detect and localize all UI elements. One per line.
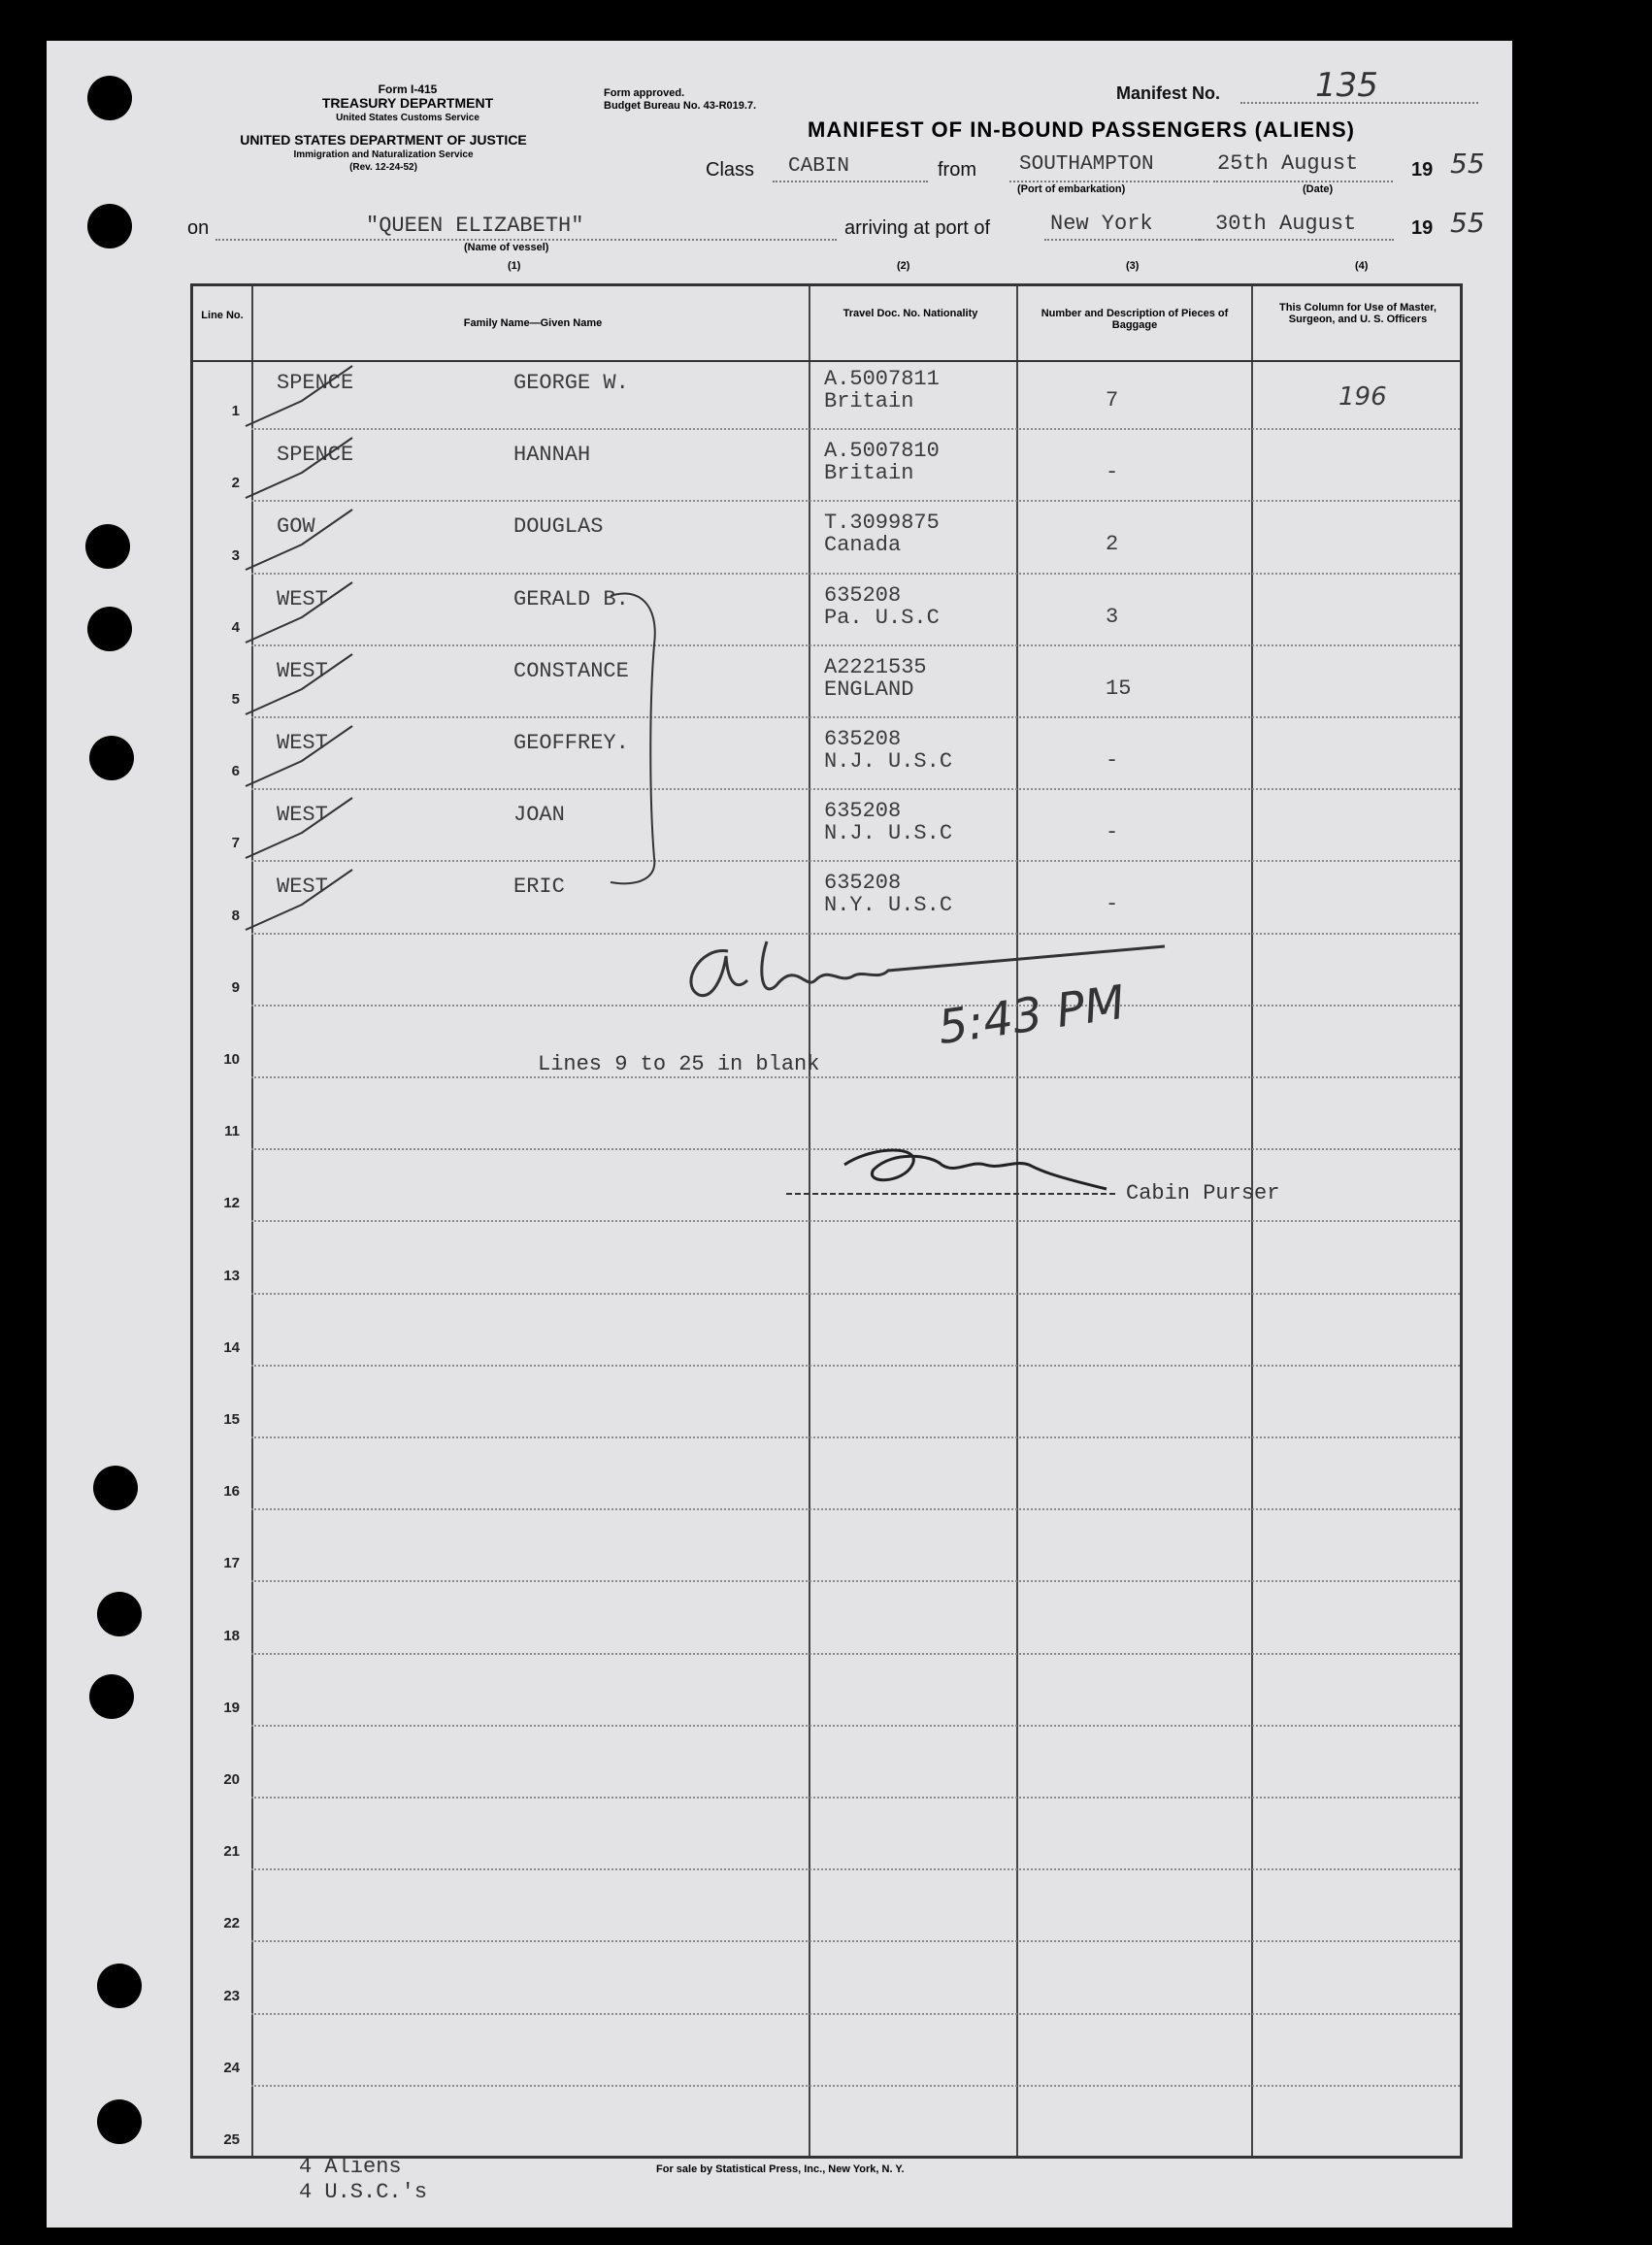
time-note: 5:43 PM [935,974,1129,1056]
row-divider [251,500,1460,502]
row-divider [251,1293,1460,1295]
count-usc: 4 U.S.C.'s [299,2180,428,2204]
ins-service: Immigration and Naturalization Service [293,149,474,160]
punch-hole [97,2099,142,2144]
line-number: 14 [223,1338,240,1356]
family-name: WEST [277,875,328,900]
date-caption: (Date) [1303,183,1334,195]
family-name: WEST [277,586,328,611]
row-divider [251,788,1460,790]
arrival-date: 30th August [1215,212,1357,236]
family-name: SPENCE [277,371,354,395]
line-number: 15 [223,1411,240,1428]
line-number: 23 [223,1987,240,2004]
header-line-no: Line No. [201,310,244,321]
row-divider [251,2085,1460,2087]
form-approved: Form approved. [604,87,685,99]
year-value: 55 [1450,148,1485,180]
line-number: 3 [231,546,240,564]
arrival-year: 55 [1450,207,1485,239]
baggage-count: 15 [1106,676,1132,701]
nationality: N.J. U.S.C [824,821,953,846]
line-number: 18 [223,1627,240,1644]
class-label: Class [706,159,755,181]
customs-service: United States Customs Service [336,113,479,123]
port-value: SOUTHAMPTON [1019,153,1154,176]
line-number: 9 [231,978,240,996]
count-aliens: 4 Aliens [299,2155,402,2179]
punch-hole [89,1674,134,1719]
punch-hole [93,1466,138,1510]
arrival-port-line [1044,239,1200,241]
officer-note: 196 [1338,382,1387,412]
row-divider [251,860,1460,862]
given-name: ERIC [513,875,565,900]
travel-doc-no: 635208 [824,799,902,824]
nationality: Canada [824,533,902,558]
punch-hole [97,1964,142,2008]
arrival-date-line [1200,239,1394,241]
justice-dept: UNITED STATES DEPARTMENT OF JUSTICE [240,132,527,148]
line-number: 20 [223,1771,240,1788]
revision: (Rev. 12-24-52) [349,162,417,173]
blank-note: Lines 9 to 25 in blank [538,1052,820,1076]
line-number: 2 [231,475,240,492]
given-name: JOAN [513,803,565,828]
check-mark [244,794,360,862]
row-divider [251,1797,1460,1799]
row-divider [251,1653,1460,1655]
row-divider [251,1940,1460,1942]
given-name: GERALD B. [513,586,629,611]
baggage-count: - [1106,460,1119,485]
travel-doc-no: A2221535 [824,654,927,679]
nationality: N.Y. U.S.C [824,893,953,918]
date-value: 25th August [1217,151,1359,176]
nationality: Britain [824,389,914,413]
on-label: on [187,217,210,239]
row-divider [251,1220,1460,1222]
port-line [1009,181,1209,182]
row-divider [251,1436,1460,1438]
nationality: Britain [824,461,914,486]
date-line [1213,181,1393,182]
class-line [773,181,928,182]
nationality: ENGLAND [824,677,914,702]
check-mark [244,578,360,646]
line-number: 25 [223,2131,240,2148]
travel-doc-no: 635208 [824,871,902,896]
check-mark [244,362,360,430]
manifest-no-value: 135 [1315,66,1378,105]
family-name: GOW [277,514,315,540]
row-divider [251,573,1460,575]
given-name: HANNAH [513,443,591,468]
check-mark [244,866,360,934]
header-name: Family Name—Given Name [463,317,603,329]
year-prefix: 19 [1411,159,1434,181]
line-number: 8 [231,907,240,924]
check-mark [244,506,360,574]
manifest-title: MANIFEST OF IN-BOUND PASSENGERS (ALIENS) [808,117,1355,142]
row-divider [251,1076,1460,1078]
family-name: WEST [277,731,328,755]
nationality: Pa. U.S.C [824,605,940,630]
vessel-line [215,239,837,241]
row-divider [251,2013,1460,2015]
line-number: 12 [223,1195,240,1212]
punch-hole [97,1592,142,1636]
vessel-caption: (Name of vessel) [464,242,549,253]
row-divider [251,1580,1460,1582]
baggage-count: - [1106,892,1119,917]
line-number: 5 [231,691,240,708]
row-divider [251,644,1460,646]
row-divider [251,716,1460,718]
line-number: 17 [223,1555,240,1572]
passenger-table [190,283,1463,2159]
punch-hole [89,736,134,780]
punch-hole [87,204,132,248]
header-doc: Travel Doc. No. Nationality [843,308,978,319]
baggage-count: - [1106,820,1119,845]
travel-doc-no: 635208 [824,727,902,751]
family-name: WEST [277,803,328,828]
family-name: SPENCE [277,443,354,468]
header-officers: This Column for Use of Master, Surgeon, and U. S. Officers [1279,302,1437,325]
port-caption: (Port of embarkation) [1017,183,1126,195]
baggage-count: 2 [1106,532,1119,557]
line-number: 10 [223,1051,240,1068]
travel-doc-no: A.5007811 [824,367,940,391]
col-num-1: (1) [508,260,521,272]
family-name: WEST [277,658,328,683]
given-name: GEORGE W. [513,371,629,395]
line-number: 7 [231,835,240,852]
punch-hole [85,524,130,569]
col-num-4: (4) [1355,260,1369,272]
row-divider [251,428,1460,430]
budget-bureau: Budget Bureau No. 43-R019.7. [604,100,757,112]
form-number: Form I-415 [378,83,438,96]
travel-doc-no: 635208 [824,582,902,608]
travel-doc-no: T.3099875 [824,511,940,536]
line-number: 21 [223,1843,240,1861]
travel-doc-no: A.5007810 [824,439,940,464]
check-mark [244,722,360,790]
line-number: 22 [223,1915,240,1932]
arriving-label: arriving at port of [844,217,991,239]
line-number: 1 [231,403,240,420]
col-num-2: (2) [897,260,910,272]
family-bracket [601,586,678,907]
line-number: 13 [223,1267,240,1284]
row-divider [251,1868,1460,1870]
line-number: 19 [223,1699,240,1716]
treasury-dept: TREASURY DEPARTMENT [321,95,494,111]
punch-hole [87,76,132,120]
header-baggage: Number and Description of Pieces of Baggage [1041,308,1229,331]
given-name: GEOFFREY. [513,731,629,755]
check-mark [244,650,360,718]
given-name: DOUGLAS [513,514,604,540]
purser-signature [786,1136,1116,1213]
baggage-count: 7 [1106,388,1119,413]
arrival-year-prefix: 19 [1411,217,1434,239]
line-number: 24 [223,2059,240,2076]
baggage-count: 3 [1106,604,1119,629]
class-value: CABIN [788,155,850,178]
line-number: 4 [231,618,240,636]
purser-label: Cabin Purser [1126,1181,1280,1205]
line-number: 16 [223,1483,240,1501]
header-divider [193,360,1460,362]
from-label: from [938,159,976,181]
line-number: 6 [231,763,240,780]
manifest-no-label: Manifest No. [1116,83,1221,103]
punch-hole [87,607,132,651]
col-num-3: (3) [1126,260,1140,272]
row-divider [251,1508,1460,1510]
check-mark [244,434,360,502]
given-name: CONSTANCE [513,658,629,683]
vessel-value: "QUEEN ELIZABETH" [366,214,584,238]
line-number: 11 [224,1123,240,1140]
nationality: N.J. U.S.C [824,749,953,774]
baggage-count: - [1106,748,1119,773]
arrival-port: New York [1050,212,1153,236]
row-divider [251,1365,1460,1367]
printer-note: For sale by Statistical Press, Inc., New York, N. Y. [656,2163,905,2175]
row-divider [251,1725,1460,1727]
